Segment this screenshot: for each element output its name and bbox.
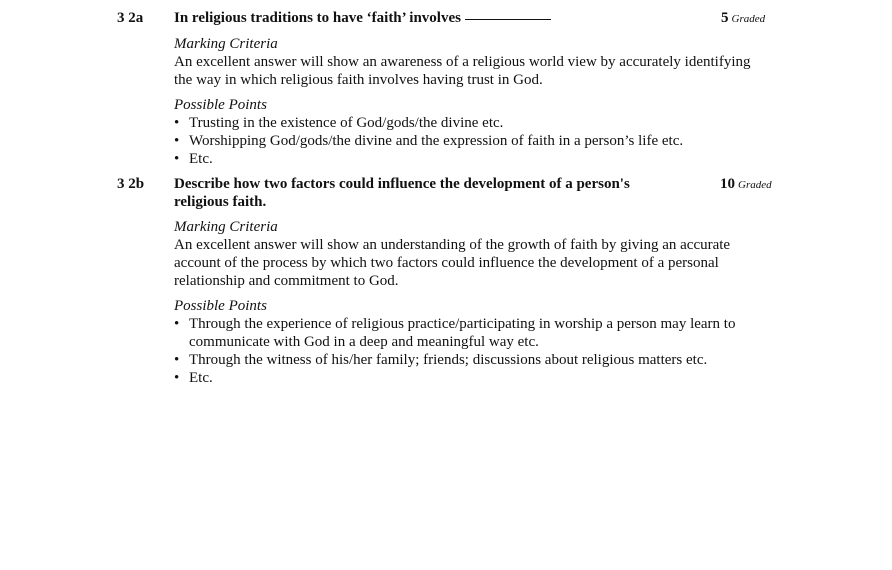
list-item [174, 114, 774, 132]
point-text: Etc. [189, 151, 213, 167]
answer-blank [465, 18, 551, 20]
marks-label [720, 175, 772, 194]
list-item [174, 132, 774, 150]
question-title [174, 9, 774, 27]
marks-type: Graded [731, 13, 766, 25]
possible-points-list [174, 315, 764, 387]
point-text: Through the witness of his/her family; friends; discussions about religious matters etc. [189, 352, 708, 368]
question-body [174, 9, 774, 168]
point-text: Trusting in the existence of God/gods/the divine etc. [189, 115, 504, 131]
marks-value: 10 [720, 176, 735, 192]
bullet-icon: • [174, 133, 180, 149]
bullet-icon: • [174, 151, 180, 167]
question-number: 3 2b [117, 176, 145, 192]
marks-value: 5 [721, 10, 729, 26]
point-text: Through the experience of religious practice/participating in worship a person may learn to communicate with God in a deep and meaningful way etc. [189, 316, 736, 350]
bullet-icon: • [174, 115, 180, 131]
question-title: Describe how two factors could influence the development of a person's religious faith. [174, 176, 630, 210]
bullet-icon: • [174, 352, 180, 368]
possible-points-list [174, 114, 774, 168]
question-number: 3 2a [117, 10, 144, 26]
list-item [174, 150, 774, 168]
bullet-icon: • [174, 370, 180, 386]
possible-points-heading: Possible Points [174, 298, 267, 314]
marking-criteria-text: An excellent answer will show an understanding of the growth of faith by giving an accurate account of the process by which two factors could influence the development of a personal relationship and commitment to God. [174, 237, 731, 289]
list-item [174, 369, 764, 387]
marks-type: Graded [738, 179, 772, 191]
list-item [174, 315, 764, 351]
marking-criteria-heading: Marking Criteria [174, 219, 278, 235]
marks-label [721, 9, 765, 28]
point-text: Worshipping God/gods/the divine and the expression of faith in a person’s life etc. [189, 133, 684, 149]
point-text: Etc. [189, 370, 213, 386]
bullet-icon: • [174, 316, 180, 332]
marking-criteria-text: An excellent answer will show an awareness of a religious world view by accurately identifying the way in which religious faith involves having trust in God. [174, 54, 751, 88]
list-item [174, 351, 764, 369]
marking-criteria-heading: Marking Criteria [174, 36, 278, 52]
question-title-text: In religious traditions to have ‘faith’ involves [174, 10, 461, 26]
possible-points-heading: Possible Points [174, 97, 267, 113]
question-body [174, 175, 774, 387]
